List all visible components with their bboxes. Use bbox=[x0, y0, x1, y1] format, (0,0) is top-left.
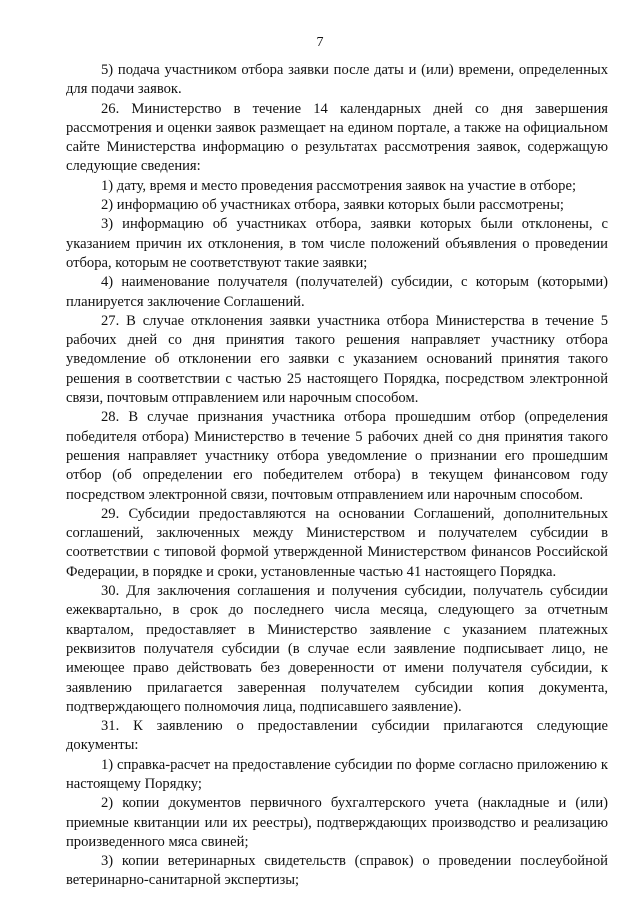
paragraph-27: 27. В случае отклонения заявки участника отбора Министерства в течение 5 рабочих дней со дня принятия такого решения направляет участнику отбора уведомление об отклонении его заявки с указанием оснований принятия такого решения в соответствии с частью 25 настоящего Порядка, посредством электронной связи, почтовым отправлением или нарочным способом. bbox=[66, 312, 608, 407]
paragraph-31-item-3: 3) копии ветеринарных свидетельств (справок) о проведении послеубойной ветеринарно-санитарной экспертизы; bbox=[66, 853, 608, 889]
paragraph-26: 26. Министерство в течение 14 календарных дней со дня завершения рассмотрения и оценки заявок размещает на едином портале, а также на официальном сайте Министерства информацию о результатах рассмотрения заявок, содержащую следующие сведения: bbox=[66, 100, 608, 175]
paragraph-26-item-4: 4) наименование получателя (получателей) субсидии, с которым (которыми) планируется заключение Соглашений. bbox=[66, 274, 608, 310]
paragraph-26-item-1: 1) дату, время и место проведения рассмотрения заявок на участие в отборе; bbox=[101, 177, 577, 194]
paragraph-31: 31. К заявлению о предоставлении субсидии прилагаются следующие документы: bbox=[66, 718, 608, 754]
paragraph-31-item-1: 1) справка-расчет на предоставление субсидии по форме согласно приложению к настоящему Порядку; bbox=[66, 756, 608, 792]
paragraph-31-item-2: 2) копии документов первичного бухгалтерского учета (накладные и (или) приемные квитанции или их реестры), подтверждающих производство и реализацию произведенного мяса свиней; bbox=[66, 795, 608, 850]
paragraph-28: 28. В случае признания участника отбора прошедшим отбор (определения победителя отбора) Министерство в течение 5 рабочих дней со дня принятия такого решения направляет участнику отбора уведомление о признании его прошедшим отбор (об определении его победителем отбора) в текущем финансовом году посредством электронной связи, почтовым отправлением или нарочным способом. bbox=[66, 409, 608, 503]
page-number: 7 bbox=[316, 35, 324, 50]
paragraph-26-item-2: 2) информацию об участниках отбора, заявки которых были рассмотрены; bbox=[101, 197, 564, 214]
paragraph-30: 30. Для заключения соглашения и получения субсидии, получатель субсидии ежеквартально, в срок до последнего числа месяца, следующего за отчетным кварталом, предоставляет в Министерство заявление с указанием платежных реквизитов получателя субсидии (в случае если заявление подписывает лицо, не имеющее право действовать без доверенности от имени получателя субсидии, к заявлению прилагается заверенная получателем субсидии копия документа, подтверждающего полномочия лица, подписавшего заявление). bbox=[66, 583, 608, 715]
paragraph-5-late-submission: 5) подача участником отбора заявки после даты и (или) времени, определенных для подачи заявок. bbox=[66, 62, 608, 98]
paragraph-26-item-3: 3) информацию об участниках отбора, заявки которых были отклонены, с указанием причин их отклонения, в том числе положений объявления о проведении отбора, которым не соответствуют такие заявки; bbox=[66, 216, 608, 271]
paragraph-29: 29. Субсидии предоставляются на основании Соглашений, дополнительных соглашений, заключенных между Министерством и получателем субсидии в соответствии с типовой формой утвержденной Министерством финансов Российской Федерации, в порядке и сроки, установленные частью 41 настоящего Порядка. bbox=[66, 505, 608, 580]
document-body bbox=[66, 61, 608, 891]
